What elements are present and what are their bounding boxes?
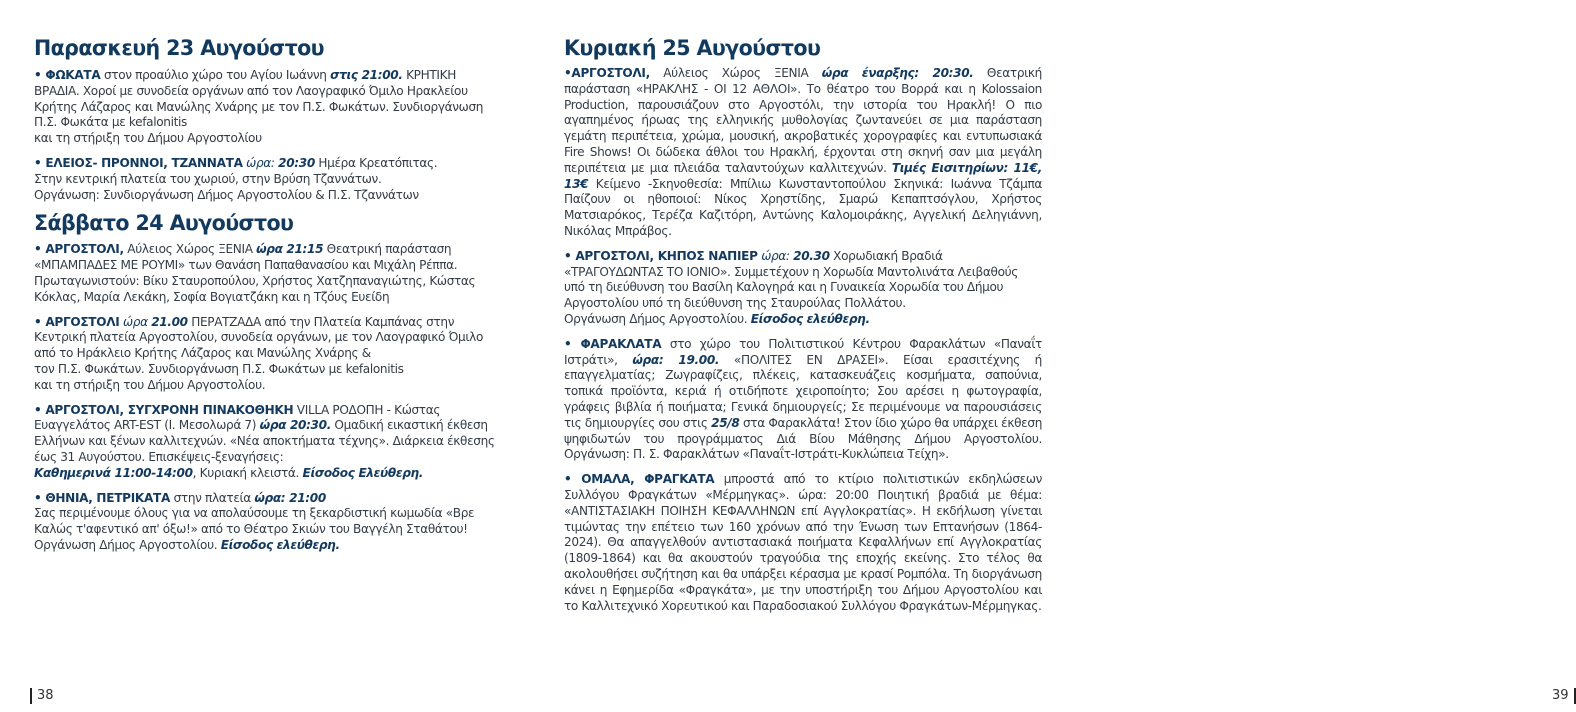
event-time: 21.00 — [151, 314, 188, 329]
event-text: τον Π.Σ. Φωκάτων. Συνδιοργάνωση Π.Σ. Φωκάτων με kefalonitis — [34, 361, 404, 376]
event-text: στην πλατεία — [170, 490, 255, 505]
right-column — [564, 34, 1042, 614]
event-time: ώρα 20:30. — [259, 418, 331, 433]
event-location: •ΑΡΓΟΣΤΟΛΙ, — [564, 66, 650, 80]
event-faraklata — [564, 337, 1042, 463]
event-date: 25/8 — [711, 415, 740, 430]
event-entry: Είσοδος Ελεύθερη. — [302, 465, 424, 480]
event-text: Στην κεντρική πλατεία του χωριού, στην Βρύση Τζαννάτων. — [34, 171, 382, 186]
event-entry: Είσοδος ελεύθερη. — [220, 537, 340, 552]
event-location: • ΑΡΓΟΣΤΟΛΙ — [34, 314, 120, 329]
event-argostoli-xenia — [34, 242, 504, 305]
event-text: στα Φαρακλάτα! Στον ίδιο χώρο θα υπάρχει έκθεση ψηφιδωτών του προγράμματος Διά Βίου Μάθησης Δήμου Αργοστολίου. Οργάνωση: Π. Σ. Φαρακλάτων «Παναΐτ-Ιστράτι-Κυκλώπεια Τείχη». — [564, 415, 1043, 462]
event-location: • ΟΜΑΛΑ, ΦΡΑΓΚΑΤΑ — [564, 472, 715, 487]
event-hours: Καθημερινά 11:00-14:00 — [34, 465, 193, 480]
page-number-left: 38 — [30, 688, 54, 704]
event-argostoli-iraklis — [564, 66, 1042, 240]
event-argostoli-pinakothiki — [34, 403, 504, 482]
event-location: • ΦΩΚΑΤΑ — [34, 68, 101, 82]
event-time-label: ώρα: — [757, 248, 794, 263]
event-text: Ημέρα Κρεατόπιτας. — [314, 155, 438, 170]
event-text: Θεατρική παράσταση «ΗΡΑΚΛΗΣ - ΟΙ 12 ΑΘΛΟΙ». Το θέατρο του Βορρά και η Kolossaion Production, παρουσιάζουν στο Αργοστόλι, την ιστορία του Ηρακλή! Ο πιο αγαπημένος ήρωας της ελληνικής μυθολογίας ζωντανεύει σε μια παράσταση γεμάτη περιπέτεια, χρώμα, μουσική, ακροβατικές χορογραφίες και εντυπωσιακά Fire Shows! Οι δώδεκα άθλοι του Ηρακλή, έρχονται στη σκηνή σαν μια μεγάλη περιπέτεια με μια πλειάδα ταλαντούχων καλλιτεχνών. — [564, 66, 1042, 175]
event-location: • ΦΑΡΑΚΛΑΤΑ — [564, 336, 662, 351]
page-number-right: 39 — [1552, 688, 1576, 704]
event-thinia — [34, 491, 504, 554]
left-page — [0, 0, 534, 712]
left-column — [34, 34, 504, 554]
event-text: Ομαδική εικαστική έκθεση Ελλήνων και ξένων καλλιτεχνών. «Νέα αποκτήματα τέχνης». Διάρκεια έκθεσης έως 31 Αυγούστου. Επισκέψεις-ξεναγήσεις: — [34, 418, 495, 464]
event-text: Οργάνωση Δήμος Αργοστολίου. — [564, 311, 751, 326]
event-text: , Κυριακή κλειστά. — [192, 465, 303, 480]
event-entry: Είσοδος ελεύθερη. — [750, 311, 870, 326]
event-text: Χορωδιακή Βραδιά «ΤΡΑΓΟΥΔΩΝΤΑΣ ΤΟ ΙΟΝΙΟ». Συμμετέχουν η Χορωδία Μαντολινάτα Λειβαθούς υπό τη διεύθυνση του Βασίλη Καλογηρά και η Γυναικεία Χορωδία του Δήμου Αργοστολίου υπό τη διεύθυνση της Σταυρούλας Πολλάτου. — [564, 248, 1019, 311]
event-text: στο χώρο του Πολιτιστικού Κέντρου Φαρακλάτων «Παναΐτ Ιστράτι», — [564, 336, 1042, 367]
event-time: στις 21:00. — [330, 68, 403, 82]
event-time: 20.30 — [793, 248, 830, 263]
event-location: • ΑΡΓΟΣΤΟΛΙ, ΚΗΠΟΣ ΝΑΠΙΕΡ — [564, 248, 758, 263]
day-heading-sunday: Κυριακή 25 Αυγούστου — [564, 36, 821, 60]
event-eleios — [34, 156, 504, 203]
event-text: και τη στήριξη του Δήμου Αργοστολίου. — [34, 377, 266, 392]
event-time: 20:30 — [278, 155, 315, 170]
event-text: και τη στήριξη του Δήμου Αργοστολίου — [34, 131, 262, 146]
event-location: • ΑΡΓΟΣΤΟΛΙ, ΣΥΓΧΡΟΝΗ ΠΙΝΑΚΟΘΗΚΗ — [34, 402, 294, 417]
event-omala-fragkata — [564, 472, 1042, 614]
event-text: ΠΕΡΑΤΖΑΔΑ από την Πλατεία Καμπάνας στην Κεντρική πλατεία Αργοστολίου, συνοδεία οργάνων, με τον Λαογραφικό Όμιλο από το Ηράκλειο Κρήτης Λάζαρος και Μανώλης Χνάρης & — [34, 314, 483, 361]
event-time-label: ώρα: — [242, 155, 279, 170]
day-heading-friday: Παρασκευή 23 Αυγούστου — [34, 36, 325, 60]
event-text: Θεατρική παράσταση «ΜΠΑΜΠΑΔΕΣ ΜΕ ΡΟΥΜΙ» των Θανάση Παπαθανασίου και Μιχάλη Ρέππα. Πρωταγωνιστούν: Βίκυ Σταυροπούλου, Χρήστος Χατζηπαναγιώτης, Κώστας Κόκλας, Μαρία Λεκάκη, Σοφία Βογιατζάκη και η Τζόυς Ευείδη — [34, 242, 476, 304]
event-time-label: ώρα — [119, 314, 152, 329]
event-text: VILLA ΡΟΔΟΠΗ - Κώστας Ευαγγελάτος ART-EST (Ι. Μεσολωρά 7) — [34, 402, 441, 433]
event-text: ΚΡΗΤΙΚΗ ΒΡΑΔΙΑ. Χοροί με συνοδεία οργάνων από τον Λαογραφικό Όμιλο Ηρακλείου Κρήτης Λάζαρος και Μανώλης Χνάρης με τον Π.Σ. Φωκάτων. Συνδιοργάνωση Π.Σ. Φωκάτα με kefalonitis — [34, 68, 484, 130]
event-text: Αύλειος Χώρος ΞΕΝΙΑ — [649, 66, 822, 80]
event-argostoli-peratzada — [34, 315, 504, 394]
event-text: Σας περιμένουμε όλους για να απολαύσουμε τη ξεκαρδιστική κωμωδία «Βρε Καλώς τ'αφεντικό απ' όξω!» από το Θέατρο Σκιών του Βαγγέλη Σταθάτου! Οργάνωση Δήμος Αργοστολίου. — [34, 506, 475, 552]
event-fokata — [34, 68, 504, 147]
event-text: στον προαύλιο χώρο του Αγίου Ιωάννη — [100, 68, 331, 82]
event-text: Οργάνωση: Συνδιοργάνωση Δήμος Αργοστολίου & Π.Σ. Τζαννάτων — [34, 187, 419, 202]
event-prices: Τιμές Εισιτηρίων: 11€, 13€ — [564, 160, 1042, 191]
event-text: Αύλειος Χώρος ΞΕΝΙΑ — [123, 242, 257, 257]
right-page — [534, 0, 1569, 712]
event-time: ώρα έναρξης: 20:30. — [821, 66, 974, 80]
event-location: • ΕΛΕΙΟΣ- ΠΡΟΝΝΟΙ, ΤΖΑΝΝΑΤΑ — [34, 155, 243, 170]
event-argostoli-napier — [564, 249, 1042, 328]
event-location: • ΑΡΓΟΣΤΟΛΙ, — [34, 242, 124, 257]
event-text: μπροστά από το κτίριο πολιτιστικών εκδηλώσεων Συλλόγου Φραγκάτων «Μέρμηγκας». ώρα: 20:00 Ποιητική βραδιά με θέμα: «ΑΝΤΙΣΤΑΣΙΑΚΗ ΠΟΙΗΣΗ ΚΕΦΑΛΛΗΝΩΝ επί Αγγλοκρατίας». Η εκδήλωση γίνεται τιμώντας την επέτειο των 160 χρόνων από την Ένωση των Επτανήσων (1864-2024). Θα απαγγελθούν αντιστασιακά ποιήματα Κεφαλλήνων επί Αγγλοκρατίας (1809-1864) και θα ακουστούν τραγούδια της εποχής εκείνης. Στο τέλος θα ακολουθήσει συζήτηση και θα υπάρξει κέρασμα με κρασί Ρομπόλα. Τη διοργάνωση κάνει η Εφημερίδα «Φραγκάτα», με την υποστήριξη του Δήμου Αργοστολίου και το Καλλιτεχνικό Χορευτικού και Παραδοσιακού Συλλόγου Φραγκάτων-Μέρμηγκας. — [564, 472, 1043, 613]
event-time: ώρα: 21:00 — [254, 490, 326, 505]
event-text: Κείμενο -Σκηνοθεσία: Μπίλιω Κωνσταντοπούλου Σκηνικά: Ιωάννα Τζάμπα Παίζουν οι ηθοποιοί: Νίκος Χρηστίδης, Σμαρώ Κεπαπτσόγλου, Χρήστος Ματσιαρόκος, Τερέζα Καζιτόρη, Αντώνης Καλομοιράκης, Αγγελική Δεληγιάννη, Νικόλας Μπράβος. — [564, 176, 1042, 238]
event-time: ώρα 21:15 — [256, 242, 324, 257]
event-text: «ΠΟΛΙΤΕΣ ΕΝ ΔΡΑΣΕΙ». Είσαι ερασιτέχνης ή επαγγελματίας; Ζωγραφίζεις, πλέκεις, κατασκευάζεις κοσμήματα, σαπούνια, τοπικά προϊόντα, κεριά ή οτιδήποτε χειροποίητο; Σου αρέσει η φωτογραφία, γράφεις βιβλία ή ποιήματα; Γενικά δημιουργείς; Σε περιμένουμε να παρουσιάσεις τις δημιουργίες σου στις — [564, 352, 1042, 430]
event-location: • ΘΗΝΙΑ, ΠΕΤΡΙΚΑΤΑ — [34, 490, 171, 505]
event-time: ώρα: 19.00. — [632, 352, 720, 367]
day-heading-saturday: Σάββατο 24 Αυγούστου — [34, 211, 294, 236]
